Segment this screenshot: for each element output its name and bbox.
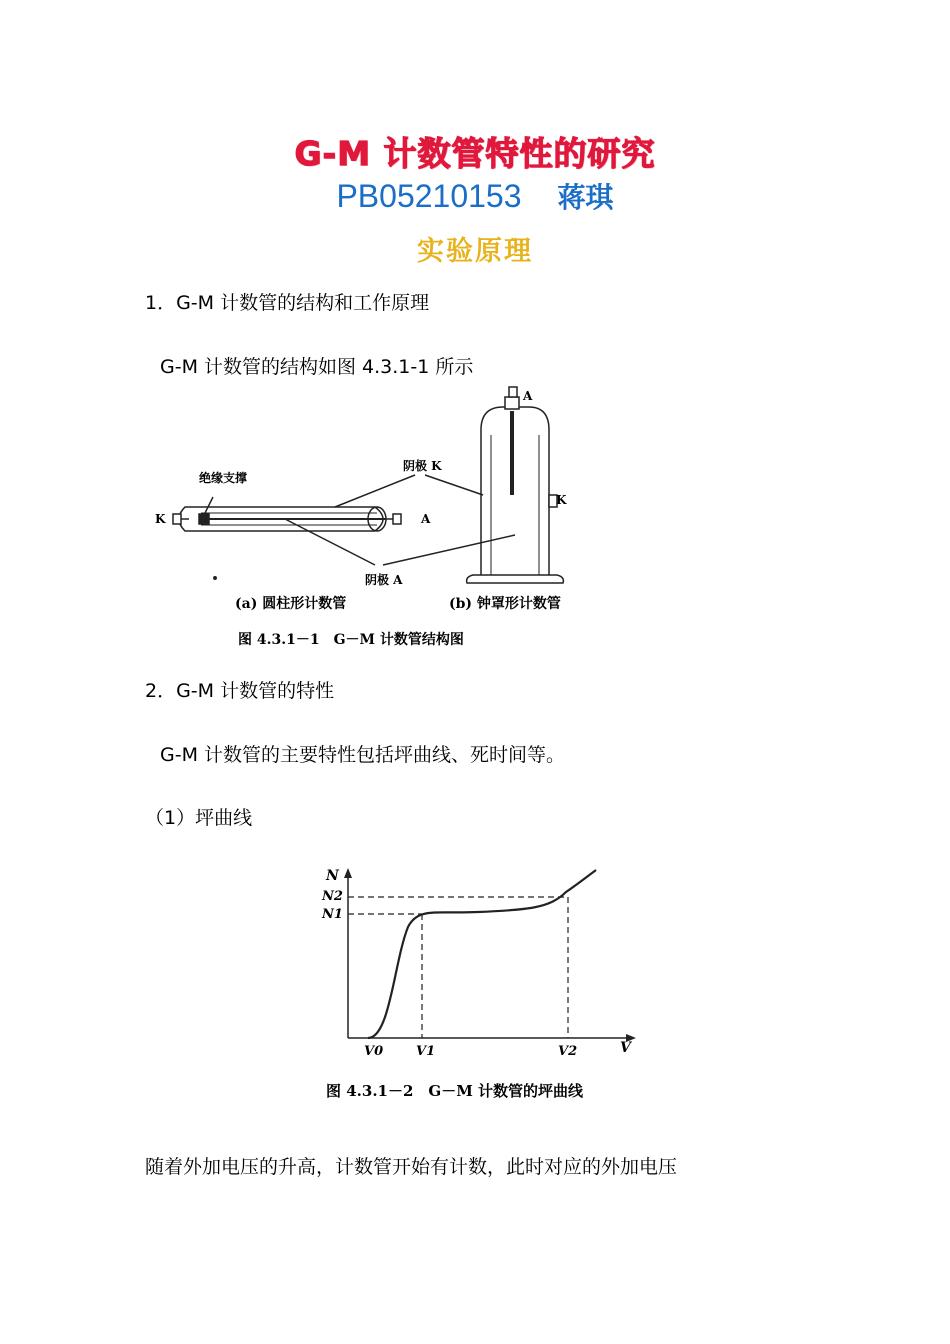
- paragraph-2: G-M 计数管的结构如图 4.3.1-1 所示: [160, 356, 474, 378]
- axis-label-n1: N1: [322, 907, 343, 922]
- author-name: 蒋琪: [557, 181, 614, 214]
- axis-label-n: N: [326, 868, 339, 884]
- paragraph-5: （1）坪曲线: [145, 807, 253, 829]
- label-k-left: K: [155, 512, 166, 526]
- paragraph-4: G-M 计数管的主要特性包括坪曲线、死时间等。: [160, 744, 566, 766]
- student-id: PB05210153: [336, 178, 522, 214]
- subcaption-b: (b) 钟罩形计数管: [449, 596, 561, 612]
- paragraph-1: 1．G-M 计数管的结构和工作原理: [145, 292, 430, 314]
- paragraph-3: 2．G-M 计数管的特性: [145, 680, 335, 702]
- tube-structure-diagram: [145, 385, 605, 655]
- paragraph-6: 随着外加电压的升高，计数管开始有计数，此时对应的外加电压: [145, 1156, 678, 1178]
- axis-label-n2: N2: [322, 889, 343, 904]
- figure-2: [318, 862, 648, 1107]
- guide-lines: [348, 897, 568, 1038]
- label-a-top: A: [523, 389, 533, 403]
- axis-label-v0: V0: [364, 1044, 384, 1059]
- subcaption-a: (a) 圆柱形计数管: [235, 596, 347, 612]
- plateau-curve: [368, 870, 596, 1038]
- document-title: G-M 计数管特性的研究: [294, 134, 656, 173]
- label-a-right: A: [421, 512, 431, 526]
- figure-1-caption: 图 4.3.1－1 G－M 计数管结构图: [238, 632, 464, 648]
- axis-label-v2: V2: [558, 1044, 578, 1059]
- figure-1: [145, 385, 605, 655]
- label-insulating-support: 绝缘支撑: [199, 471, 248, 485]
- label-anode: 阴极 A: [365, 573, 403, 587]
- insulating-support: [199, 514, 209, 524]
- section-title: 实验原理: [417, 236, 533, 267]
- author-line: [0, 176, 950, 216]
- axis-label-v: V: [620, 1040, 631, 1056]
- label-k-bell: K: [556, 493, 567, 507]
- figure-2-caption: 图 4.3.1－2 G－M 计数管的坪曲线: [326, 1082, 584, 1100]
- plateau-curve-chart: [318, 862, 648, 1107]
- axis-label-v1: V1: [416, 1044, 436, 1059]
- label-cathode: 阴极 K: [403, 459, 442, 473]
